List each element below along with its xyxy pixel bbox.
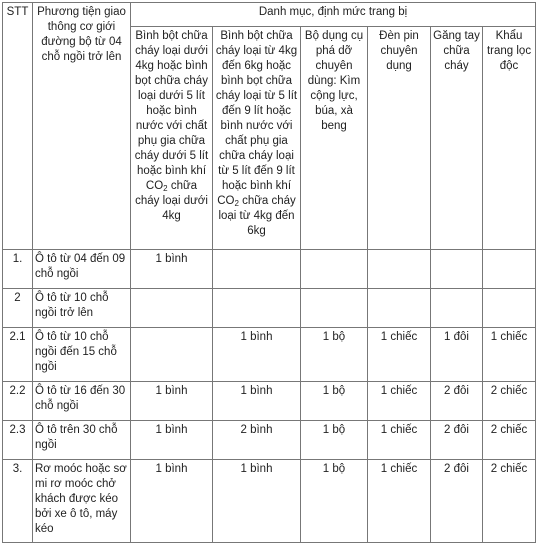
header-stt: STT <box>3 3 33 250</box>
table-row <box>3 289 536 328</box>
cell-col6 <box>483 250 536 289</box>
cell-col3: 1 bộ <box>301 382 368 421</box>
cell-col2 <box>213 250 301 289</box>
cell-col4: 1 chiếc <box>368 460 431 543</box>
cell-vehicle: Ô tô trên 30 chỗ ngồi <box>33 421 131 460</box>
table-row <box>3 328 536 382</box>
table-row <box>3 460 536 543</box>
cell-col5 <box>431 250 483 289</box>
cell-stt: 2 <box>3 289 33 328</box>
cell-col6: 2 chiếc <box>483 421 536 460</box>
cell-vehicle: Ô tô từ 04 đến 09 chỗ ngồi <box>33 250 131 289</box>
cell-col6: 2 chiếc <box>483 382 536 421</box>
cell-col1 <box>131 289 213 328</box>
header-col1: Bình bột chữa cháy loại dưới 4kg hoặc bình bọt chữa cháy loại dưới 5 lít hoặc bình nước với chất phụ gia chữa cháy dưới 5 lít hoặc bình khí $CO_2$ chữa cháy loại dưới 4kg <box>131 27 213 250</box>
cell-col5: 2 đôi <box>431 421 483 460</box>
cell-col3: 1 bộ <box>301 460 368 543</box>
cell-col1: 1 bình <box>131 421 213 460</box>
equipment-table <box>2 2 536 543</box>
cell-col2: 2 bình <box>213 421 301 460</box>
cell-col2: 1 bình <box>213 328 301 382</box>
header-col5: Găng tay chữa cháy <box>431 27 483 250</box>
cell-col3 <box>301 250 368 289</box>
cell-col1: 1 bình <box>131 460 213 543</box>
cell-col2: 1 bình <box>213 382 301 421</box>
cell-col4 <box>368 289 431 328</box>
cell-col5: 1 đôi <box>431 328 483 382</box>
cell-vehicle: Ô tô từ 10 chỗ ngồi trở lên <box>33 289 131 328</box>
cell-col1: 1 bình <box>131 250 213 289</box>
cell-col2 <box>213 289 301 328</box>
table-row <box>3 382 536 421</box>
cell-col2: 1 bình <box>213 460 301 543</box>
cell-col3: 1 bộ <box>301 421 368 460</box>
header-col3: Bộ dụng cụ phá dỡ chuyên dùng: Kìm cộng lực, búa, xà beng <box>301 27 368 250</box>
cell-col6: 1 chiếc <box>483 328 536 382</box>
header-col2: Bình bột chữa cháy loại từ 4kg đến 6kg hoặc bình bọt chữa cháy loại từ 5 lít đến 9 lít hoặc bình nước với chất phụ gia chữa cháy loại từ 5 lít đến 9 lít hoặc bình khí $CO_2$ chữa cháy loại từ 4kg đến 6kg <box>213 27 301 250</box>
cell-col1: 1 bình <box>131 382 213 421</box>
cell-col4: 1 chiếc <box>368 328 431 382</box>
header-vehicle: Phương tiện giao thông cơ giới đường bộ từ 04 chỗ ngồi trở lên <box>33 3 131 250</box>
cell-col5: 2 đôi <box>431 460 483 543</box>
header-col6: Khẩu trang lọc độc <box>483 27 536 250</box>
table-row <box>3 250 536 289</box>
cell-col5 <box>431 289 483 328</box>
header-col4: Đèn pin chuyên dụng <box>368 27 431 250</box>
cell-col4: 1 chiếc <box>368 382 431 421</box>
header-row-1 <box>3 3 536 27</box>
cell-vehicle: Ô tô từ 10 chỗ ngồi đến 15 chỗ ngồi <box>33 328 131 382</box>
cell-col5: 2 đôi <box>431 382 483 421</box>
cell-col6 <box>483 289 536 328</box>
cell-vehicle: Ô tô từ 16 đến 30 chỗ ngồi <box>33 382 131 421</box>
cell-stt: 2.1 <box>3 328 33 382</box>
cell-col3 <box>301 289 368 328</box>
header-group: Danh mục, định mức trang bị <box>131 3 536 27</box>
cell-stt: 2.3 <box>3 421 33 460</box>
cell-stt: 3. <box>3 460 33 543</box>
cell-stt: 2.2 <box>3 382 33 421</box>
cell-col3: 1 bộ <box>301 328 368 382</box>
cell-col6: 2 chiếc <box>483 460 536 543</box>
cell-vehicle: Rơ moóc hoặc sơ mi rơ moóc chở khách được kéo bởi xe ô tô, máy kéo <box>33 460 131 543</box>
cell-col4 <box>368 250 431 289</box>
table-row <box>3 421 536 460</box>
cell-col4: 1 chiếc <box>368 421 431 460</box>
cell-stt: 1. <box>3 250 33 289</box>
cell-col1 <box>131 328 213 382</box>
